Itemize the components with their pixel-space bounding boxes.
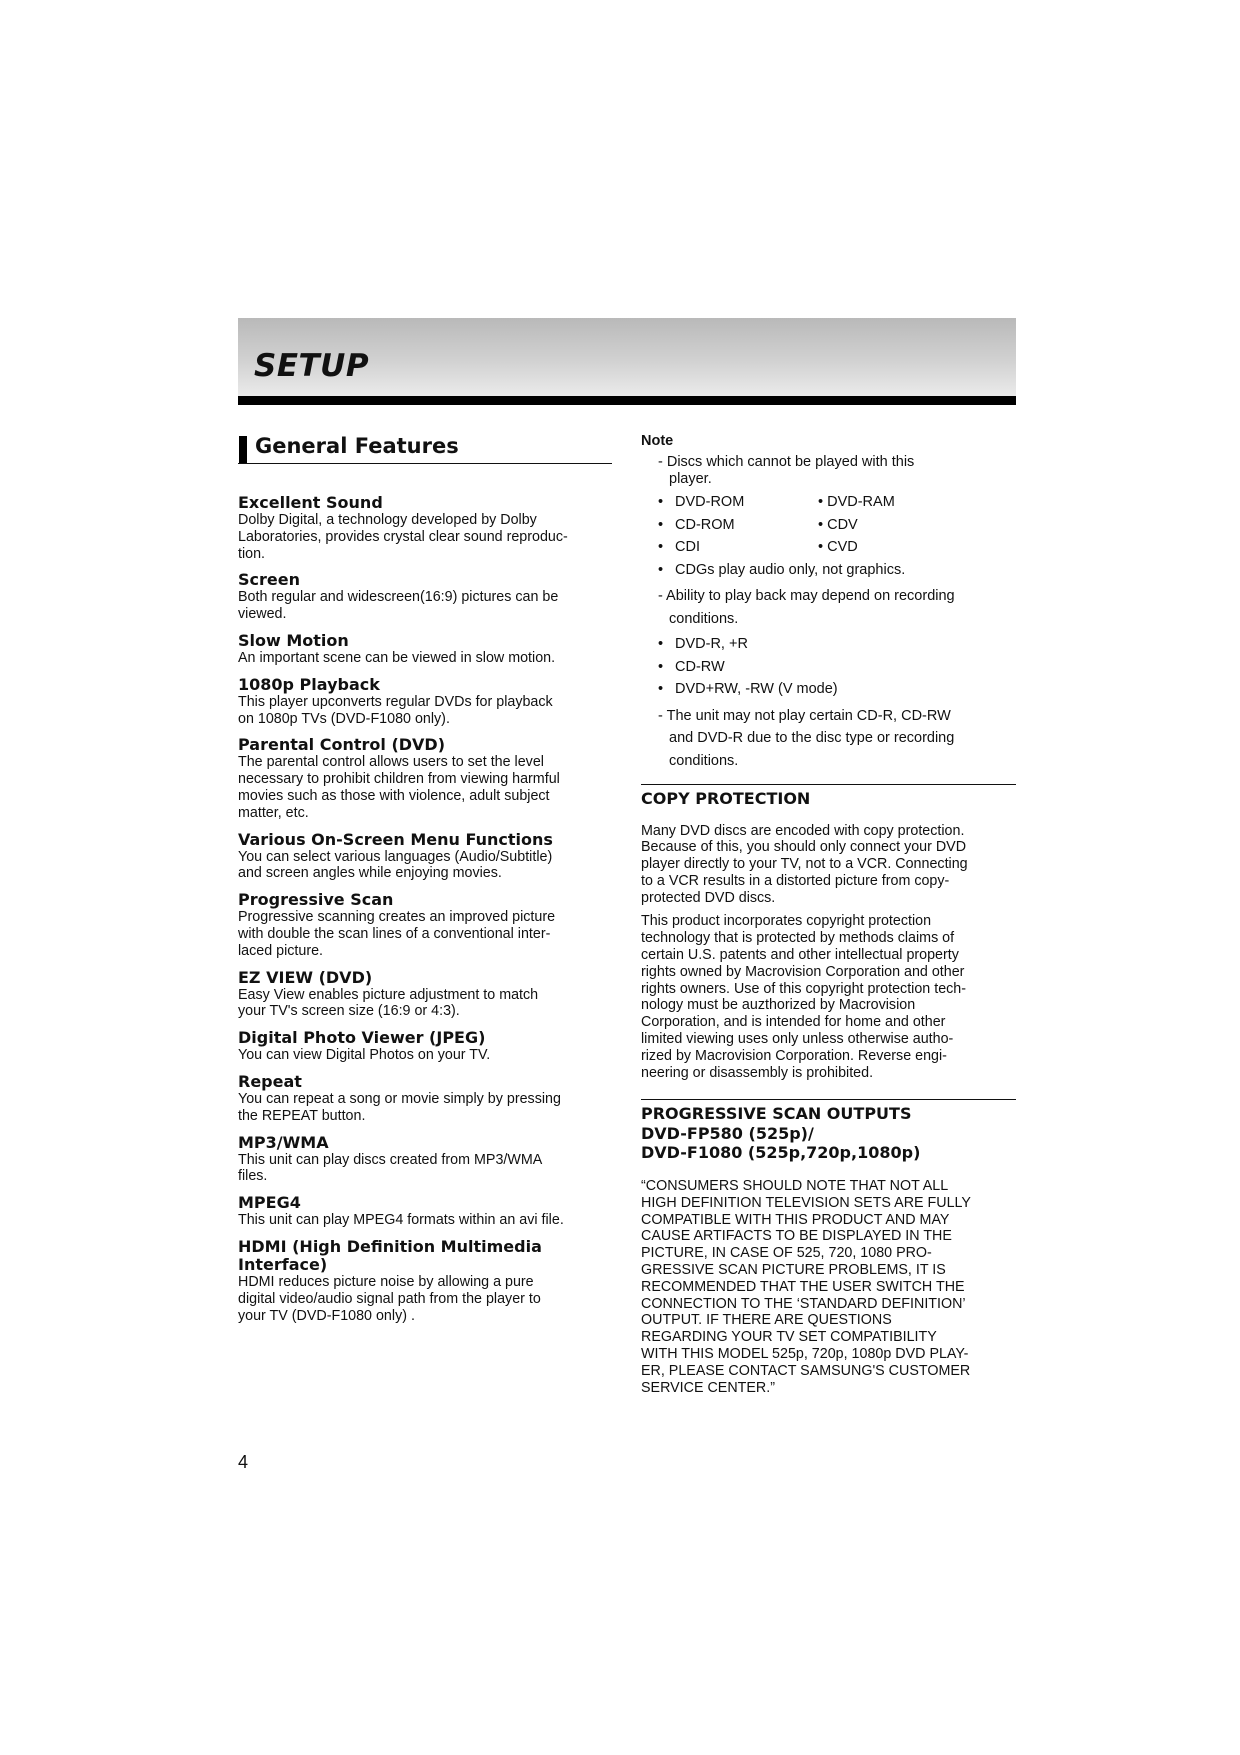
feature-item xyxy=(238,1238,612,1324)
text-line: tion. xyxy=(238,545,266,562)
disc-type: DVD-R, +R xyxy=(675,636,748,652)
text-line: laced picture. xyxy=(238,942,324,959)
text-line: This unit can play discs created from MP3/WMA xyxy=(238,1151,543,1168)
feature-item xyxy=(238,891,612,959)
disc-type: CDI xyxy=(675,539,700,555)
feature-title: 1080p Playback xyxy=(238,674,380,694)
progressive-scan-header xyxy=(641,1099,1016,1163)
feature-title: MP3/WMA xyxy=(238,1132,329,1152)
list-item xyxy=(658,514,1016,537)
feature-description xyxy=(238,849,612,883)
feature-item xyxy=(238,1134,612,1186)
copy-protection-header xyxy=(641,784,1016,809)
text-line: CAUSE ARTIFACTS TO BE DISPLAYED IN THE xyxy=(641,1228,952,1245)
bullet: • xyxy=(658,636,664,652)
text-line: RECOMMENDED THAT THE USER SWITCH THE xyxy=(641,1278,965,1295)
section-marker xyxy=(239,436,247,463)
feature-item xyxy=(238,736,612,821)
text-line: You can select various languages (Audio/Subtitle) xyxy=(238,848,553,865)
banner-rule xyxy=(238,396,1016,405)
list-item xyxy=(658,656,1016,679)
note-title: Note xyxy=(641,433,674,449)
feature-item xyxy=(238,494,612,562)
bullet: • xyxy=(658,561,664,578)
copy-protection-title: COPY PROTECTION xyxy=(641,789,811,808)
feature-description xyxy=(238,1091,612,1125)
disc-type: • DVD-RAM xyxy=(818,494,895,510)
note-item: - Discs which cannot be played with this player. xyxy=(658,454,915,487)
text-line: WITH THIS MODEL 525p, 720p, 1080p DVD PLAY- xyxy=(641,1345,969,1362)
feature-list xyxy=(238,494,612,1324)
text-line: matter, etc. xyxy=(238,804,309,821)
feature-title: Various On-Screen Menu Functions xyxy=(238,829,553,849)
list-item xyxy=(658,536,1016,559)
feature-description xyxy=(238,1152,612,1186)
feature-title: Slow Motion xyxy=(238,630,349,650)
text-line: Because of this, you should only connect your DVD xyxy=(641,839,967,856)
text-line: ER, PLEASE CONTACT SAMSUNG'S CUSTOMER xyxy=(641,1362,971,1379)
text-line: player directly to your TV, not to a VCR. Connecting xyxy=(641,856,968,873)
list-item xyxy=(658,559,1016,582)
text-line: files. xyxy=(238,1168,268,1185)
text-line: Dolby Digital, a technology developed by Dolby xyxy=(238,512,537,528)
list-item xyxy=(658,491,1016,514)
text-line: digital video/audio signal path from the player to xyxy=(238,1290,541,1307)
list-item xyxy=(658,678,1016,701)
text-line: Progressive scanning creates an improved picture xyxy=(238,909,556,926)
feature-description xyxy=(238,694,612,728)
feature-description xyxy=(238,754,612,821)
feature-item xyxy=(238,831,612,883)
feature-title: Progressive Scan xyxy=(238,890,394,910)
text-line: PROGRESSIVE SCAN OUTPUTS xyxy=(641,1104,912,1124)
text-line: Easy View enables picture adjustment to match xyxy=(238,986,539,1003)
text-line: DVD-FP580 (525p)/ xyxy=(641,1123,814,1143)
text-line: your TV's screen size (16:9 or 4:3). xyxy=(238,1003,460,1020)
text-line: This unit can play MPEG4 formats within an avi file. xyxy=(238,1212,564,1229)
bullet: • xyxy=(658,658,664,675)
text-line: limited viewing uses only unless otherwise autho- xyxy=(641,1031,954,1048)
text-line: DVD-F1080 (525p,720p,1080p) xyxy=(641,1143,921,1163)
text-line: with double the scan lines of a conventional inter- xyxy=(238,925,551,942)
bullet: • xyxy=(658,539,664,555)
text-line: This player upconverts regular DVDs for playback xyxy=(238,693,553,710)
feature-title: MPEG4 xyxy=(238,1193,301,1213)
unsupported-disc-list xyxy=(641,491,1016,581)
disc-type: • CVD xyxy=(818,539,858,555)
page-title: SETUP xyxy=(254,348,370,384)
feature-title: Screen xyxy=(238,570,300,590)
text-line: neering or disassembly is prohibited. xyxy=(641,1064,874,1081)
feature-title: Digital Photo Viewer (JPEG) xyxy=(238,1028,486,1048)
right-column xyxy=(641,432,1016,1396)
text-line: You can repeat a song or movie simply by pressing xyxy=(238,1090,561,1107)
feature-item xyxy=(238,1029,612,1064)
disc-type: • CDV xyxy=(818,516,858,533)
text-line: HIGH DEFINITION TELEVISION SETS ARE FULLY xyxy=(641,1194,971,1211)
feature-item xyxy=(238,676,612,728)
text-line: movies such as those with violence, adult subject xyxy=(238,787,550,804)
disc-type: CDGs play audio only, not graphics. xyxy=(675,561,906,578)
feature-title: Parental Control (DVD) xyxy=(238,735,446,755)
text-line: technology that is protected by methods claims of xyxy=(641,930,955,947)
feature-description xyxy=(238,909,612,959)
feature-description xyxy=(238,512,612,562)
list-item xyxy=(658,633,1016,656)
note-item: - Ability to play back may depend on recording conditions. xyxy=(658,588,955,627)
copy-protection-paragraph xyxy=(641,913,1016,1081)
text-line: and screen angles while enjoying movies. xyxy=(238,865,502,882)
text-line: OUTPUT. IF THERE ARE QUESTIONS xyxy=(641,1312,892,1329)
text-line: necessary to prohibit children from viewing harmful xyxy=(238,771,560,788)
text-line: Laboratories, provides crystal clear sound reproduc- xyxy=(238,528,568,545)
feature-title: Excellent Sound xyxy=(238,493,383,512)
section-header xyxy=(238,430,612,464)
text-line: certain U.S. patents and other intellectual property xyxy=(641,947,959,964)
disc-type: CD-ROM xyxy=(675,516,735,533)
feature-description xyxy=(238,589,612,623)
text-line: rights owned by Macrovision Corporation and other xyxy=(641,963,965,980)
text-line: protected DVD discs. xyxy=(641,889,776,906)
text-line: An important scene can be viewed in slow motion. xyxy=(238,649,556,666)
text-line: Both regular and widescreen(16:9) pictures can be xyxy=(238,589,559,606)
text-line: your TV (DVD-F1080 only) . xyxy=(238,1307,415,1324)
feature-title: HDMI (High Definition Multimedia Interface) xyxy=(238,1236,542,1274)
feature-item xyxy=(238,571,612,623)
bullet: • xyxy=(658,681,664,697)
feature-item xyxy=(238,1073,612,1125)
disc-type: DVD-ROM xyxy=(675,494,745,510)
text-line: Many DVD discs are encoded with copy protection. xyxy=(641,822,965,839)
feature-description xyxy=(238,987,612,1021)
text-line: nology must be auzthorized by Macrovision xyxy=(641,997,916,1014)
text-line: REGARDING YOUR TV SET COMPATIBILITY xyxy=(641,1329,937,1346)
text-line: Corporation, and is intended for home and other xyxy=(641,1014,946,1031)
copy-protection-paragraph xyxy=(641,823,1016,907)
feature-title: Repeat xyxy=(238,1071,302,1091)
text-line: CONNECTION TO THE ‘STANDARD DEFINITION’ xyxy=(641,1295,966,1312)
text-line: on 1080p TVs (DVD-F1080 only). xyxy=(238,710,450,727)
feature-item xyxy=(238,1194,612,1229)
progressive-scan-title xyxy=(641,1104,1016,1163)
page-banner xyxy=(238,318,1016,398)
recordable-disc-list xyxy=(641,633,1016,701)
text-line: PICTURE, IN CASE OF 525, 720, 1080 PRO- xyxy=(641,1245,932,1262)
page-number: 4 xyxy=(238,1452,249,1472)
feature-title: EZ VIEW (DVD) xyxy=(238,967,373,987)
disc-type: DVD+RW, -RW (V mode) xyxy=(675,681,838,697)
feature-item xyxy=(238,969,612,1021)
feature-description xyxy=(238,1047,612,1064)
note-item: - The unit may not play certain CD-R, CD-RW and DVD-R due to the disc type or recording conditions. xyxy=(658,707,955,769)
text-line: You can view Digital Photos on your TV. xyxy=(238,1047,491,1064)
text-line: the REPEAT button. xyxy=(238,1107,366,1124)
bullet: • xyxy=(658,516,664,533)
progressive-scan-notice xyxy=(641,1178,1016,1396)
text-line: This product incorporates copyright protection xyxy=(641,913,932,930)
section-title: General Features xyxy=(255,434,459,458)
text-line: rized by Macrovision Corporation. Reverse engi- xyxy=(641,1047,947,1064)
text-line: “CONSUMERS SHOULD NOTE THAT NOT ALL xyxy=(641,1177,949,1194)
bullet: • xyxy=(658,494,664,510)
text-line: viewed. xyxy=(238,606,287,623)
text-line: SERVICE CENTER.” xyxy=(641,1379,775,1396)
feature-description xyxy=(238,650,612,667)
left-column xyxy=(238,430,612,1333)
text-line: GRESSIVE SCAN PICTURE PROBLEMS, IT IS xyxy=(641,1261,946,1278)
text-line: to a VCR results in a distorted picture from copy- xyxy=(641,872,950,889)
text-line: The parental control allows users to set the level xyxy=(238,754,544,771)
feature-description xyxy=(238,1274,612,1324)
text-line: rights owners. Use of this copyright protection tech- xyxy=(641,980,967,997)
feature-item xyxy=(238,632,612,667)
text-line: HDMI reduces picture noise by allowing a pure xyxy=(238,1273,534,1290)
disc-type: CD-RW xyxy=(675,658,725,675)
feature-description xyxy=(238,1212,612,1229)
text-line: COMPATIBLE WITH THIS PRODUCT AND MAY xyxy=(641,1211,950,1228)
